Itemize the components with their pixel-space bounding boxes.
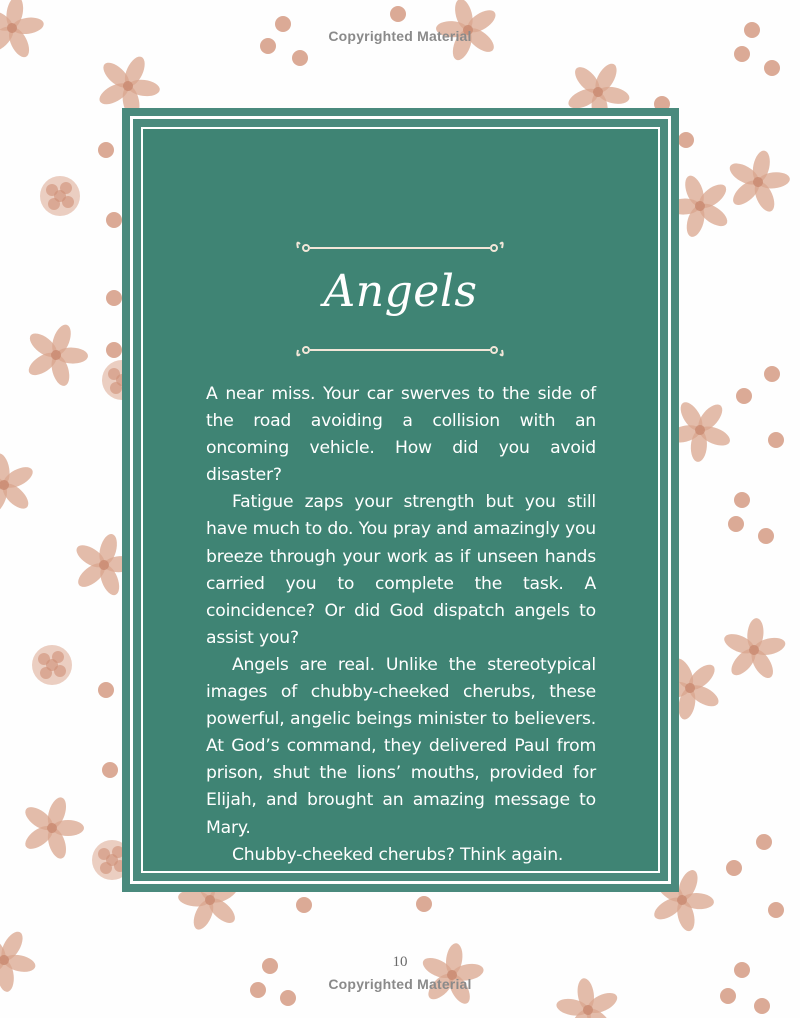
- body-paragraph-1: A near miss. Your car swerves to the side of the road avoiding a collision with an oncoming vehicle. How did you avoid disaster?: [206, 384, 596, 486]
- card-body: [206, 381, 596, 869]
- title-block: [122, 236, 679, 366]
- page-number: 10: [392, 954, 408, 970]
- body-paragraph-2: Fatigue zaps your strength but you still have much to do. You pray and amazingly you breeze through your work as if unseen hands carried you to complete the task. A coincidence? Or did God dispatch angels to assist you?: [206, 492, 596, 648]
- body-paragraph-4: Chubby-cheeked cherubs? Think again.: [232, 844, 564, 865]
- card-title: Angels: [323, 266, 478, 317]
- devotional-card: [122, 108, 679, 892]
- body-paragraph-3: Angels are real. Unlike the stereotypical images of chubby-cheeked cherubs, these powerful, angelic beings minister to believers. At God’s command, they delivered Paul from prison, shut the lions’ mouths, provided for Elijah, and brought an amazing message to Mary.: [206, 654, 596, 838]
- copyright-watermark-bottom: Copyrighted Material: [328, 976, 472, 992]
- copyright-watermark-top: Copyrighted Material: [328, 28, 472, 44]
